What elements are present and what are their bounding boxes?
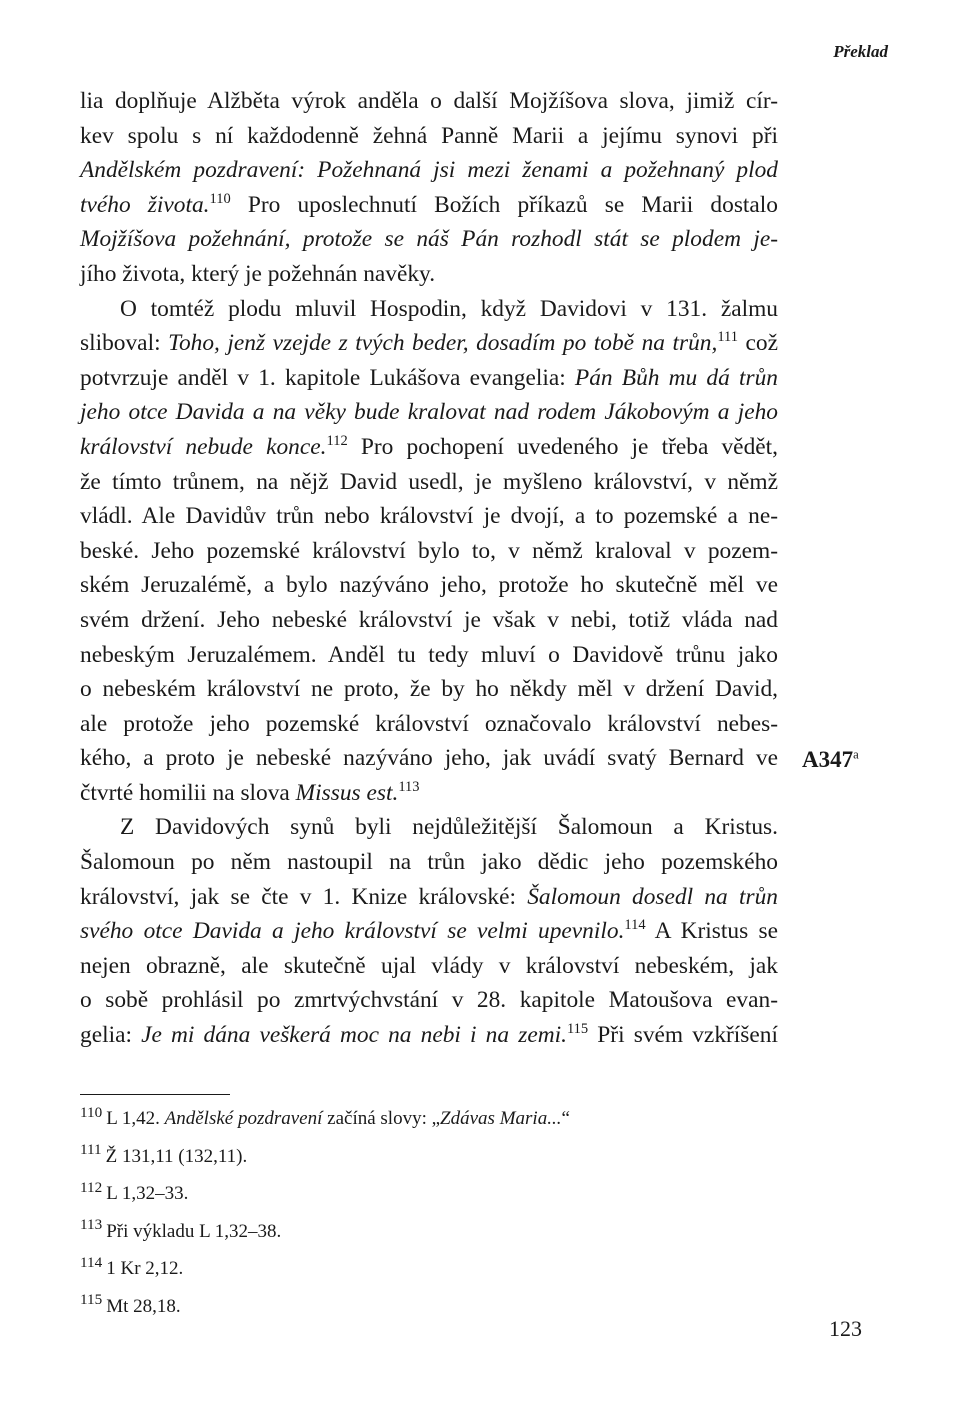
text-segment: nejen obrazně, ale skutečně ujal vlády v království nebeském, jak <box>80 952 778 979</box>
text-segment: L 1,32–33. <box>106 1183 189 1204</box>
footnote <box>80 1100 570 1138</box>
italic-text: Zdávas Maria... <box>440 1108 562 1129</box>
footnotes <box>80 1100 570 1325</box>
margin-reference <box>802 747 859 773</box>
text-line <box>80 845 778 880</box>
text-segment: beské. Jeho pozemské království bylo to, v němž kraloval v pozem- <box>80 537 778 564</box>
text-line <box>80 361 778 396</box>
text-segment: království, jak se čte v 1. Knize královské: <box>80 883 528 910</box>
text-segment: začíná slovy: „ <box>322 1108 441 1129</box>
text-line <box>80 84 778 119</box>
text-segment: Šalomoun po něm nastoupil na trůn jako dědic jeho pozemského <box>80 849 778 876</box>
footnote-number: 113 <box>80 1216 103 1234</box>
text-line <box>80 465 778 500</box>
italic-text: Mojžíšova požehnání, protože se náš Pán rozhodl stát se plodem je- <box>80 226 778 253</box>
text-segment: lia doplňuje Alžběta výrok anděla o další Mojžíšova slova, jimiž cír- <box>80 88 778 114</box>
footnote-ref: 113 <box>398 779 420 796</box>
text-segment: což <box>738 330 778 357</box>
text-segment: 1 Kr 2,12. <box>106 1258 184 1279</box>
italic-text: království nebude konce. <box>80 433 327 460</box>
text-segment: L 1,42. <box>106 1108 165 1129</box>
footnote <box>80 1250 570 1288</box>
text-line <box>80 257 778 292</box>
text-segment: Mt 28,18. <box>106 1295 181 1317</box>
text-segment: Pro pochopení uvedeného je třeba vědět, <box>347 433 778 460</box>
footnote <box>80 1288 570 1326</box>
italic-text: Šalomoun dosedl na trůn <box>527 883 778 910</box>
text-line <box>80 707 778 742</box>
text-line <box>80 326 778 361</box>
text-line <box>80 568 778 603</box>
text-line <box>80 430 778 465</box>
text-line <box>80 880 778 915</box>
italic-text: svého otce Davida a jeho království se velmi upevnilo. <box>80 918 625 945</box>
text-segment: O tomtéž plodu mluvil Hospodin, když Davidovi v 131. žalmu <box>120 295 778 322</box>
italic-text: tvého života. <box>80 191 210 218</box>
text-line <box>80 949 778 984</box>
text-line <box>80 222 778 257</box>
italic-text: Toho, jenž vzejde z tvých beder, dosadím po tobě na trůn, <box>168 330 718 357</box>
footnote-ref: 112 <box>326 433 348 450</box>
margin-reference-sup: a <box>853 747 859 762</box>
italic-text: Andělském pozdravení: Požehnaná jsi mezi ženami a požehnaný plod <box>80 157 778 184</box>
text-line <box>80 534 778 569</box>
text-line <box>80 983 778 1018</box>
text-segment: A Kristus se <box>645 918 778 945</box>
footnote <box>80 1213 570 1251</box>
text-segment: jího života, který je požehnán navěky. <box>80 260 436 287</box>
text-line <box>80 914 778 949</box>
footnote <box>80 1138 570 1176</box>
page-number: 123 <box>829 1316 862 1341</box>
italic-text: Je mi dána veškerá moc na nebi i na zemi. <box>141 1022 567 1049</box>
text-segment: ském Jeruzalémě, a bylo nazýváno jeho, protože ho skutečně měl ve <box>80 572 778 599</box>
text-line <box>80 499 778 534</box>
text-segment: “ <box>561 1108 570 1129</box>
text-segment: kého, a proto je nebeské nazýváno jeho, jak uvádí svatý Bernard ve <box>80 745 778 772</box>
text-segment: gelia: <box>80 1022 142 1049</box>
text-line <box>80 119 778 154</box>
text-line <box>80 776 778 811</box>
text-line <box>80 741 778 776</box>
footnote-ref: 111 <box>717 329 739 346</box>
text-segment: že tímto trůnem, na nějž David usedl, je myšleno království, v němž <box>80 468 778 495</box>
italic-text: Missus est. <box>295 779 399 806</box>
text-segment: ale protože jeho pozemské království označovalo království nebes- <box>80 710 778 737</box>
margin-reference-text: A347 <box>802 747 854 772</box>
text-line <box>80 292 778 327</box>
footnote-ref: 114 <box>624 917 646 934</box>
text-line <box>80 672 778 707</box>
footnote-number: 112 <box>80 1178 103 1196</box>
running-header: Překlad <box>833 42 888 61</box>
text-line <box>80 188 778 223</box>
text-segment: vládl. Ale Davidův trůn nebo království je dvojí, a to pozemské a ne- <box>80 503 778 530</box>
text-line <box>80 395 778 430</box>
footnote <box>80 1175 570 1213</box>
text-segment: čtvrté homilii na slova <box>80 779 296 806</box>
text-segment: sliboval: <box>80 330 169 357</box>
text-segment: Při svém vzkříšení <box>588 1022 778 1049</box>
text-segment: potvrzuje anděl v 1. kapitole Lukášova evangelia: <box>80 364 575 391</box>
footnote-number: 111 <box>80 1141 102 1159</box>
text-segment: o nebeském království ne proto, že by ho někdy měl v držení David, <box>80 676 778 703</box>
footnote-divider <box>80 1094 230 1095</box>
text-line <box>80 810 778 845</box>
text-segment: o sobě prohlásil po zmrtvýchvstání v 28. kapitole Matoušova evan- <box>80 987 778 1014</box>
text-segment: Pro uposlechnutí Božích příkazů se Marii dostalo <box>230 191 778 218</box>
italic-text: Andělské pozdravení <box>164 1108 323 1129</box>
text-line <box>80 638 778 673</box>
text-segment: nebeským Jeruzalémem. Anděl tu tedy mluví o Davidově trůnu jako <box>80 641 778 668</box>
footnote-ref: 110 <box>209 190 231 207</box>
footnote-ref: 115 <box>566 1021 589 1038</box>
text-line <box>80 1018 778 1053</box>
footnote-number: 115 <box>80 1291 103 1309</box>
footnote-number: 114 <box>80 1253 103 1271</box>
text-segment: svém držení. Jeho nebeské království je však v nebi, totiž vláda nad <box>80 606 778 633</box>
text-segment: kev spolu s ní každodenně žehná Panně Marii a jejímu synovi při <box>80 122 778 149</box>
footnote-number: 110 <box>80 1103 103 1121</box>
italic-text: Pán Bůh mu dá trůn <box>574 364 778 391</box>
main-text <box>80 84 778 1053</box>
text-segment: Z Davidových synů byli nejdůležitější Šalomoun a Kristus. <box>120 814 778 841</box>
text-segment: Ž 131,11 (132,11). <box>105 1145 248 1167</box>
italic-text: jeho otce Davida a na věky bude kralovat nad rodem Jákobovým a jeho <box>80 399 778 426</box>
text-line <box>80 153 778 188</box>
text-line <box>80 603 778 638</box>
text-segment: Při výkladu L 1,32–38. <box>106 1220 282 1242</box>
